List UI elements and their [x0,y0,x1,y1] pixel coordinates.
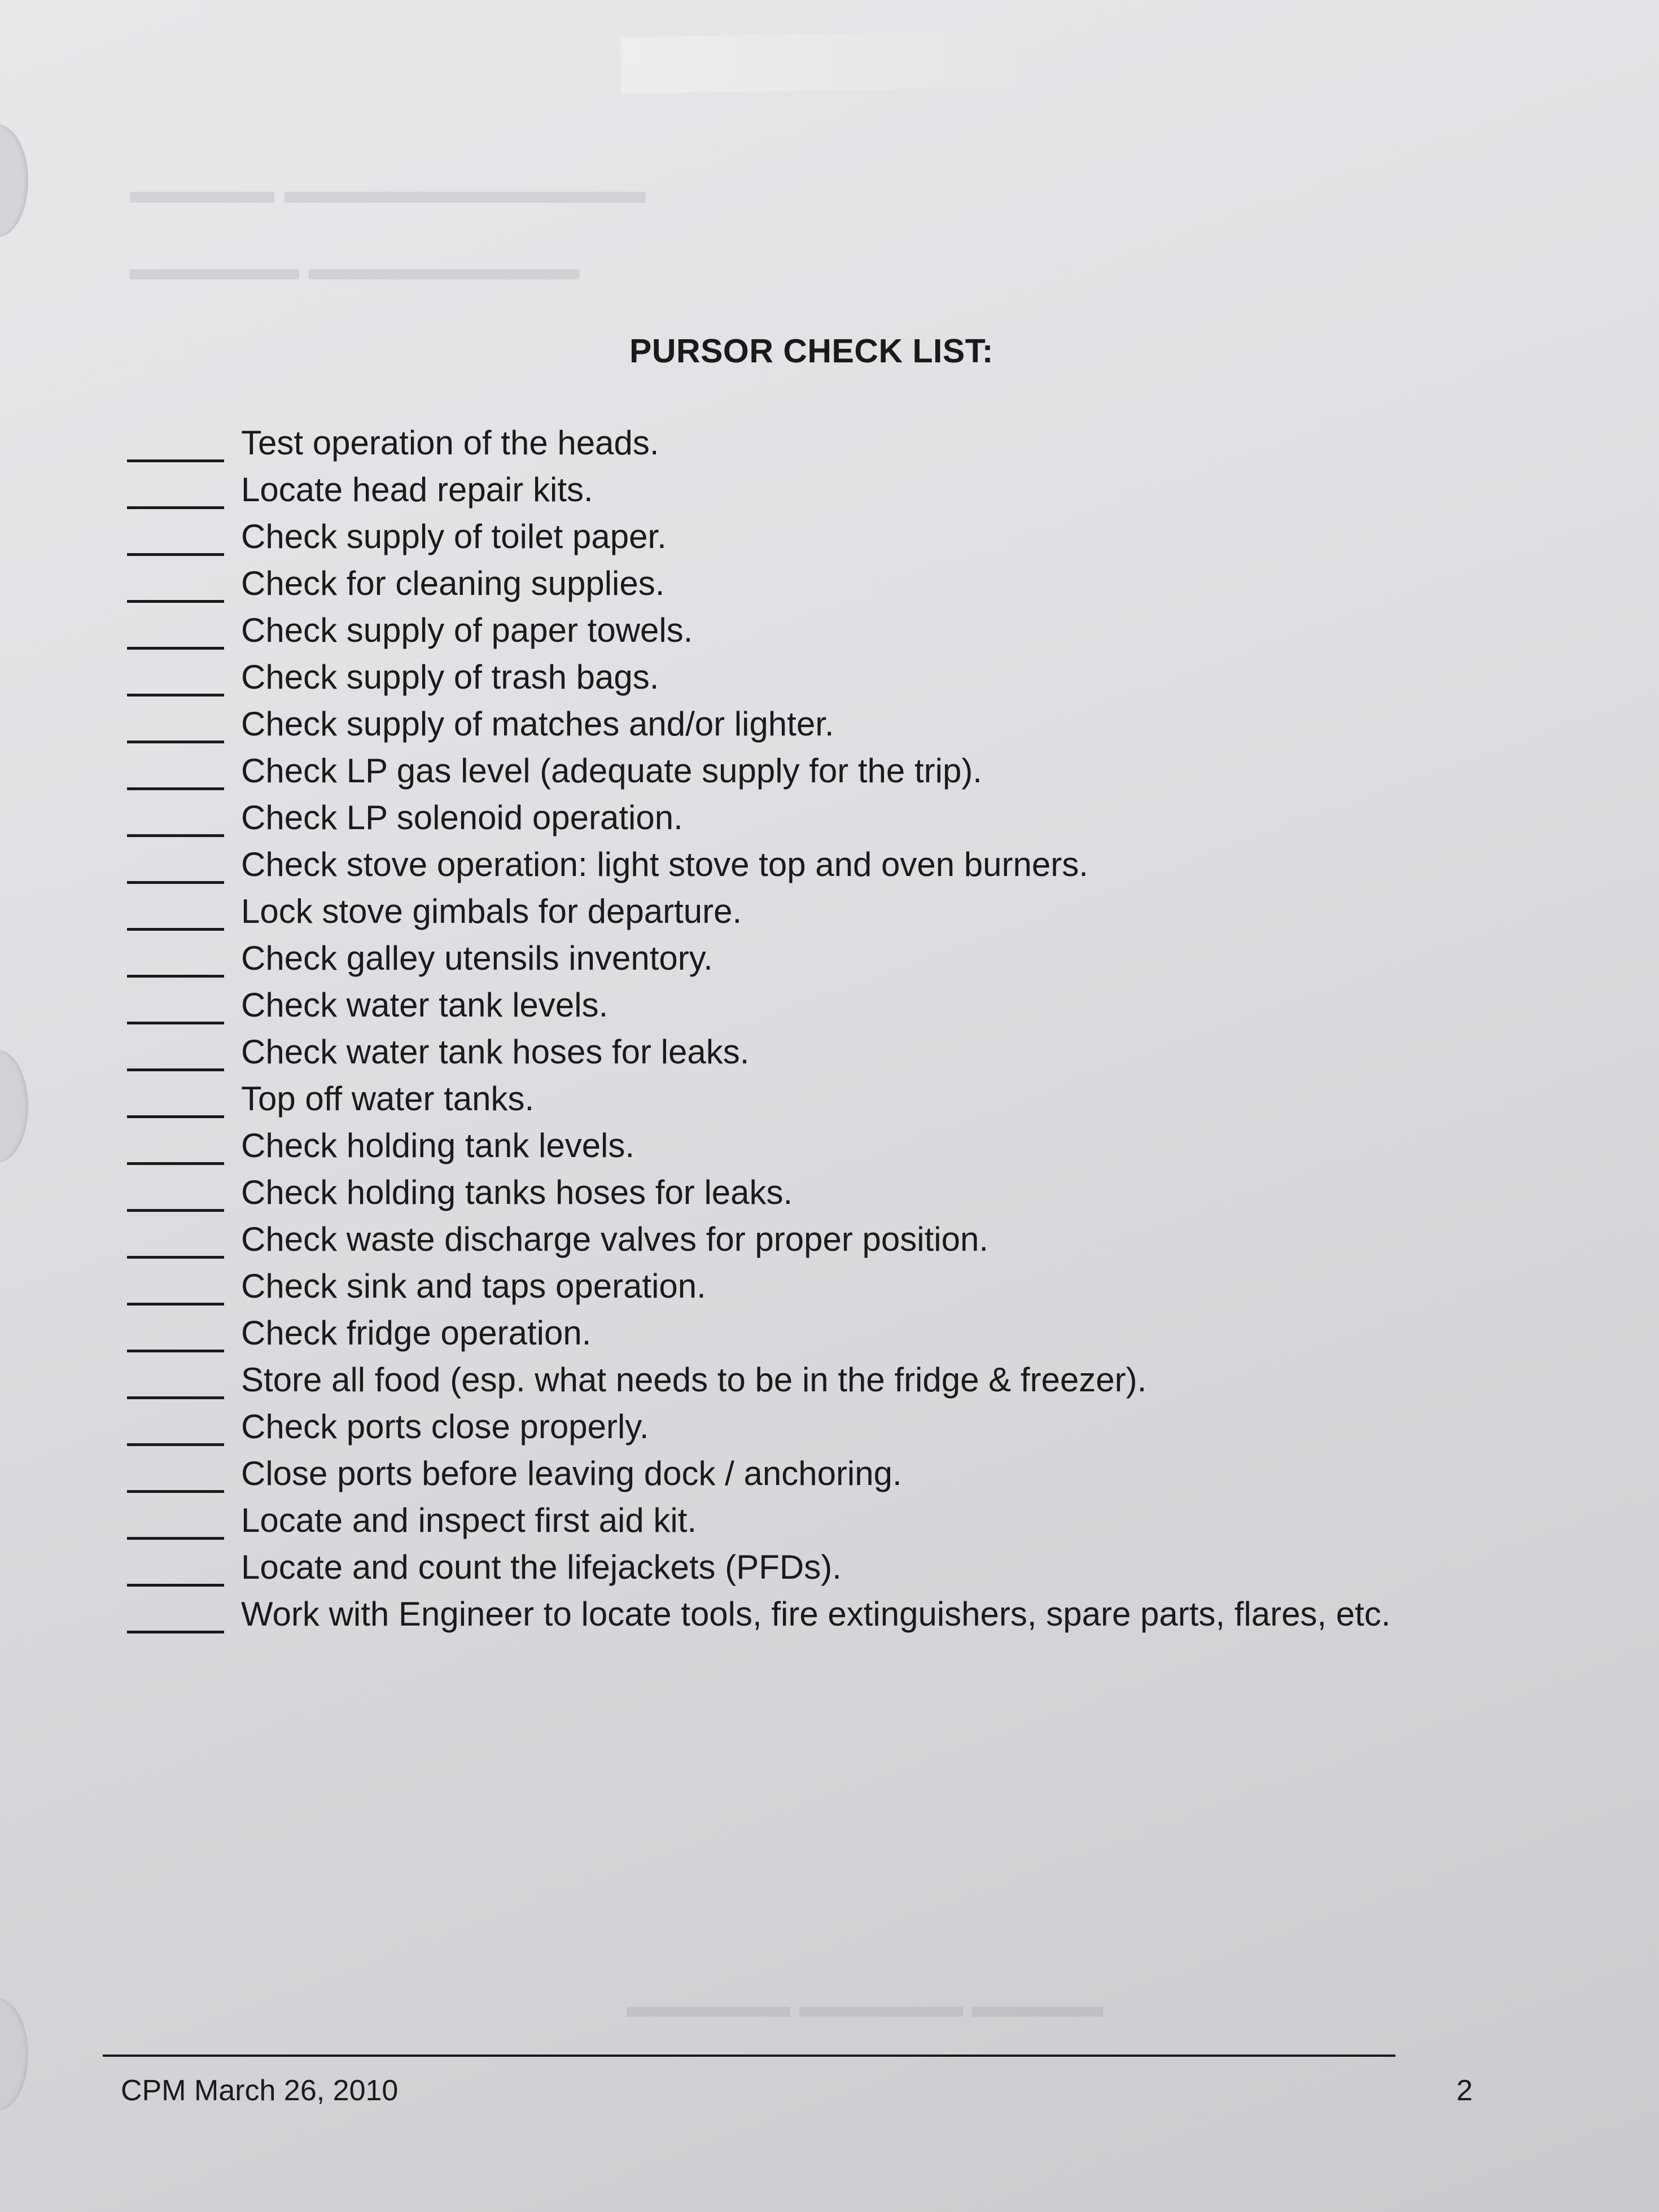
checkbox-blank-line[interactable] [127,1222,224,1259]
checklist-item-text: Top off water tanks. [241,1080,535,1118]
checklist-item [127,839,1390,886]
checkbox-blank-line[interactable] [127,1550,224,1587]
checkbox-blank-line[interactable] [127,1363,224,1399]
checklist-item-text: Check galley utensils inventory. [241,939,713,977]
checklist-item-text: Check supply of paper towels. [241,611,693,649]
checklist-item [127,980,1390,1027]
checkbox-blank-line[interactable] [127,1175,224,1212]
checklist-item [127,792,1390,839]
checkbox-blank-line[interactable] [127,800,224,837]
checkbox-blank-line[interactable] [127,1409,224,1446]
checkbox-blank-line[interactable] [127,1503,224,1540]
page-title: PURSOR CHECK LIST: [629,332,993,370]
binder-hole [0,1998,28,2111]
checklist-item [127,1167,1390,1214]
checklist-item [127,1542,1390,1589]
checkbox-blank-line[interactable] [127,1081,224,1118]
checklist-item-text: Close ports before leaving dock / anchoring. [241,1455,902,1492]
checkbox-blank-line[interactable] [127,566,224,603]
checklist-item-text: Check water tank levels. [241,986,609,1024]
checklist-item [127,1120,1390,1167]
checkbox-blank-line[interactable] [127,426,224,462]
checklist-item [127,933,1390,980]
checklist-item [127,746,1390,792]
checklist-item-text: Check LP gas level (adequate supply for the trip). [241,752,982,790]
checkbox-blank-line[interactable] [127,941,224,978]
checklist-item [127,652,1390,699]
checkbox-blank-line[interactable] [127,472,224,509]
checklist-item-text: Check sink and taps operation. [241,1267,706,1305]
checklist [127,418,1390,1636]
checklist-item [127,886,1390,933]
show-through-text: ▬▬▬▬ ▬▬▬▬▬▬▬▬▬▬ [130,170,646,211]
checklist-item-text: Locate and inspect first aid kit. [241,1501,697,1539]
checkbox-blank-line[interactable] [127,1128,224,1165]
checklist-item [127,1448,1390,1495]
checkbox-blank-line[interactable] [127,613,224,650]
checkbox-blank-line[interactable] [127,1269,224,1306]
binder-hole [0,124,28,237]
checklist-item-text: Check for cleaning supplies. [241,564,665,602]
checklist-item [127,1355,1390,1401]
footer-divider [103,2055,1395,2057]
checklist-item [127,1401,1390,1448]
checkbox-blank-line[interactable] [127,1456,224,1493]
checklist-item [127,699,1390,746]
checkbox-blank-line[interactable] [127,1035,224,1071]
checkbox-blank-line[interactable] [127,1316,224,1352]
checklist-item [127,418,1390,465]
checklist-item [127,558,1390,605]
checklist-item [127,1495,1390,1542]
binder-hole [0,1050,28,1163]
checklist-item [127,1261,1390,1308]
checklist-item-text: Check fridge operation. [241,1314,592,1352]
checklist-item [127,511,1390,558]
checklist-item-text: Check holding tank levels. [241,1127,635,1164]
footer-date: CPM March 26, 2010 [121,2074,399,2107]
checklist-item [127,1308,1390,1355]
checklist-item-text: Locate and count the lifejackets (PFDs). [241,1548,842,1586]
checklist-item-text: Work with Engineer to locate tools, fire extinguishers, spare parts, flares, etc. [241,1595,1391,1633]
show-through-text: ▬▬▬▬▬ ▬▬▬▬▬▬▬▬ [130,249,580,287]
checklist-item [127,1589,1390,1636]
checkbox-blank-line[interactable] [127,988,224,1024]
show-through-text: ▬▬▬▬▬ ▬▬▬▬▬ ▬▬▬▬ [627,1987,1104,2024]
checklist-item-text: Locate head repair kits. [241,471,593,509]
checkbox-blank-line[interactable] [127,660,224,697]
page-number: 2 [1456,2074,1473,2107]
checklist-item-text: Check holding tanks hoses for leaks. [241,1173,793,1211]
checklist-item-text: Check supply of trash bags. [241,658,659,696]
checkbox-blank-line[interactable] [127,707,224,743]
checkbox-blank-line[interactable] [127,754,224,790]
checkbox-blank-line[interactable] [127,847,224,884]
checklist-item-text: Check supply of matches and/or lighter. [241,705,834,743]
checklist-item [127,605,1390,652]
checklist-item-text: Lock stove gimbals for departure. [241,892,742,930]
checklist-item-text: Check LP solenoid operation. [241,799,683,836]
checklist-item-text: Store all food (esp. what needs to be in the fridge & freezer). [241,1361,1147,1399]
checkbox-blank-line[interactable] [127,894,224,931]
checkbox-blank-line[interactable] [127,1597,224,1633]
checklist-item-text: Check ports close properly. [241,1408,649,1446]
checklist-item [127,1074,1390,1120]
checklist-item-text: Check water tank hoses for leaks. [241,1033,750,1071]
tape-strip [620,30,1017,94]
checklist-item [127,465,1390,511]
checklist-item [127,1027,1390,1074]
checklist-item-text: Check waste discharge valves for proper position. [241,1220,988,1258]
checklist-item-text: Test operation of the heads. [241,424,659,462]
checklist-item-text: Check supply of toilet paper. [241,518,667,555]
checkbox-blank-line[interactable] [127,519,224,556]
checklist-item-text: Check stove operation: light stove top and oven burners. [241,846,1088,883]
checklist-item [127,1214,1390,1261]
